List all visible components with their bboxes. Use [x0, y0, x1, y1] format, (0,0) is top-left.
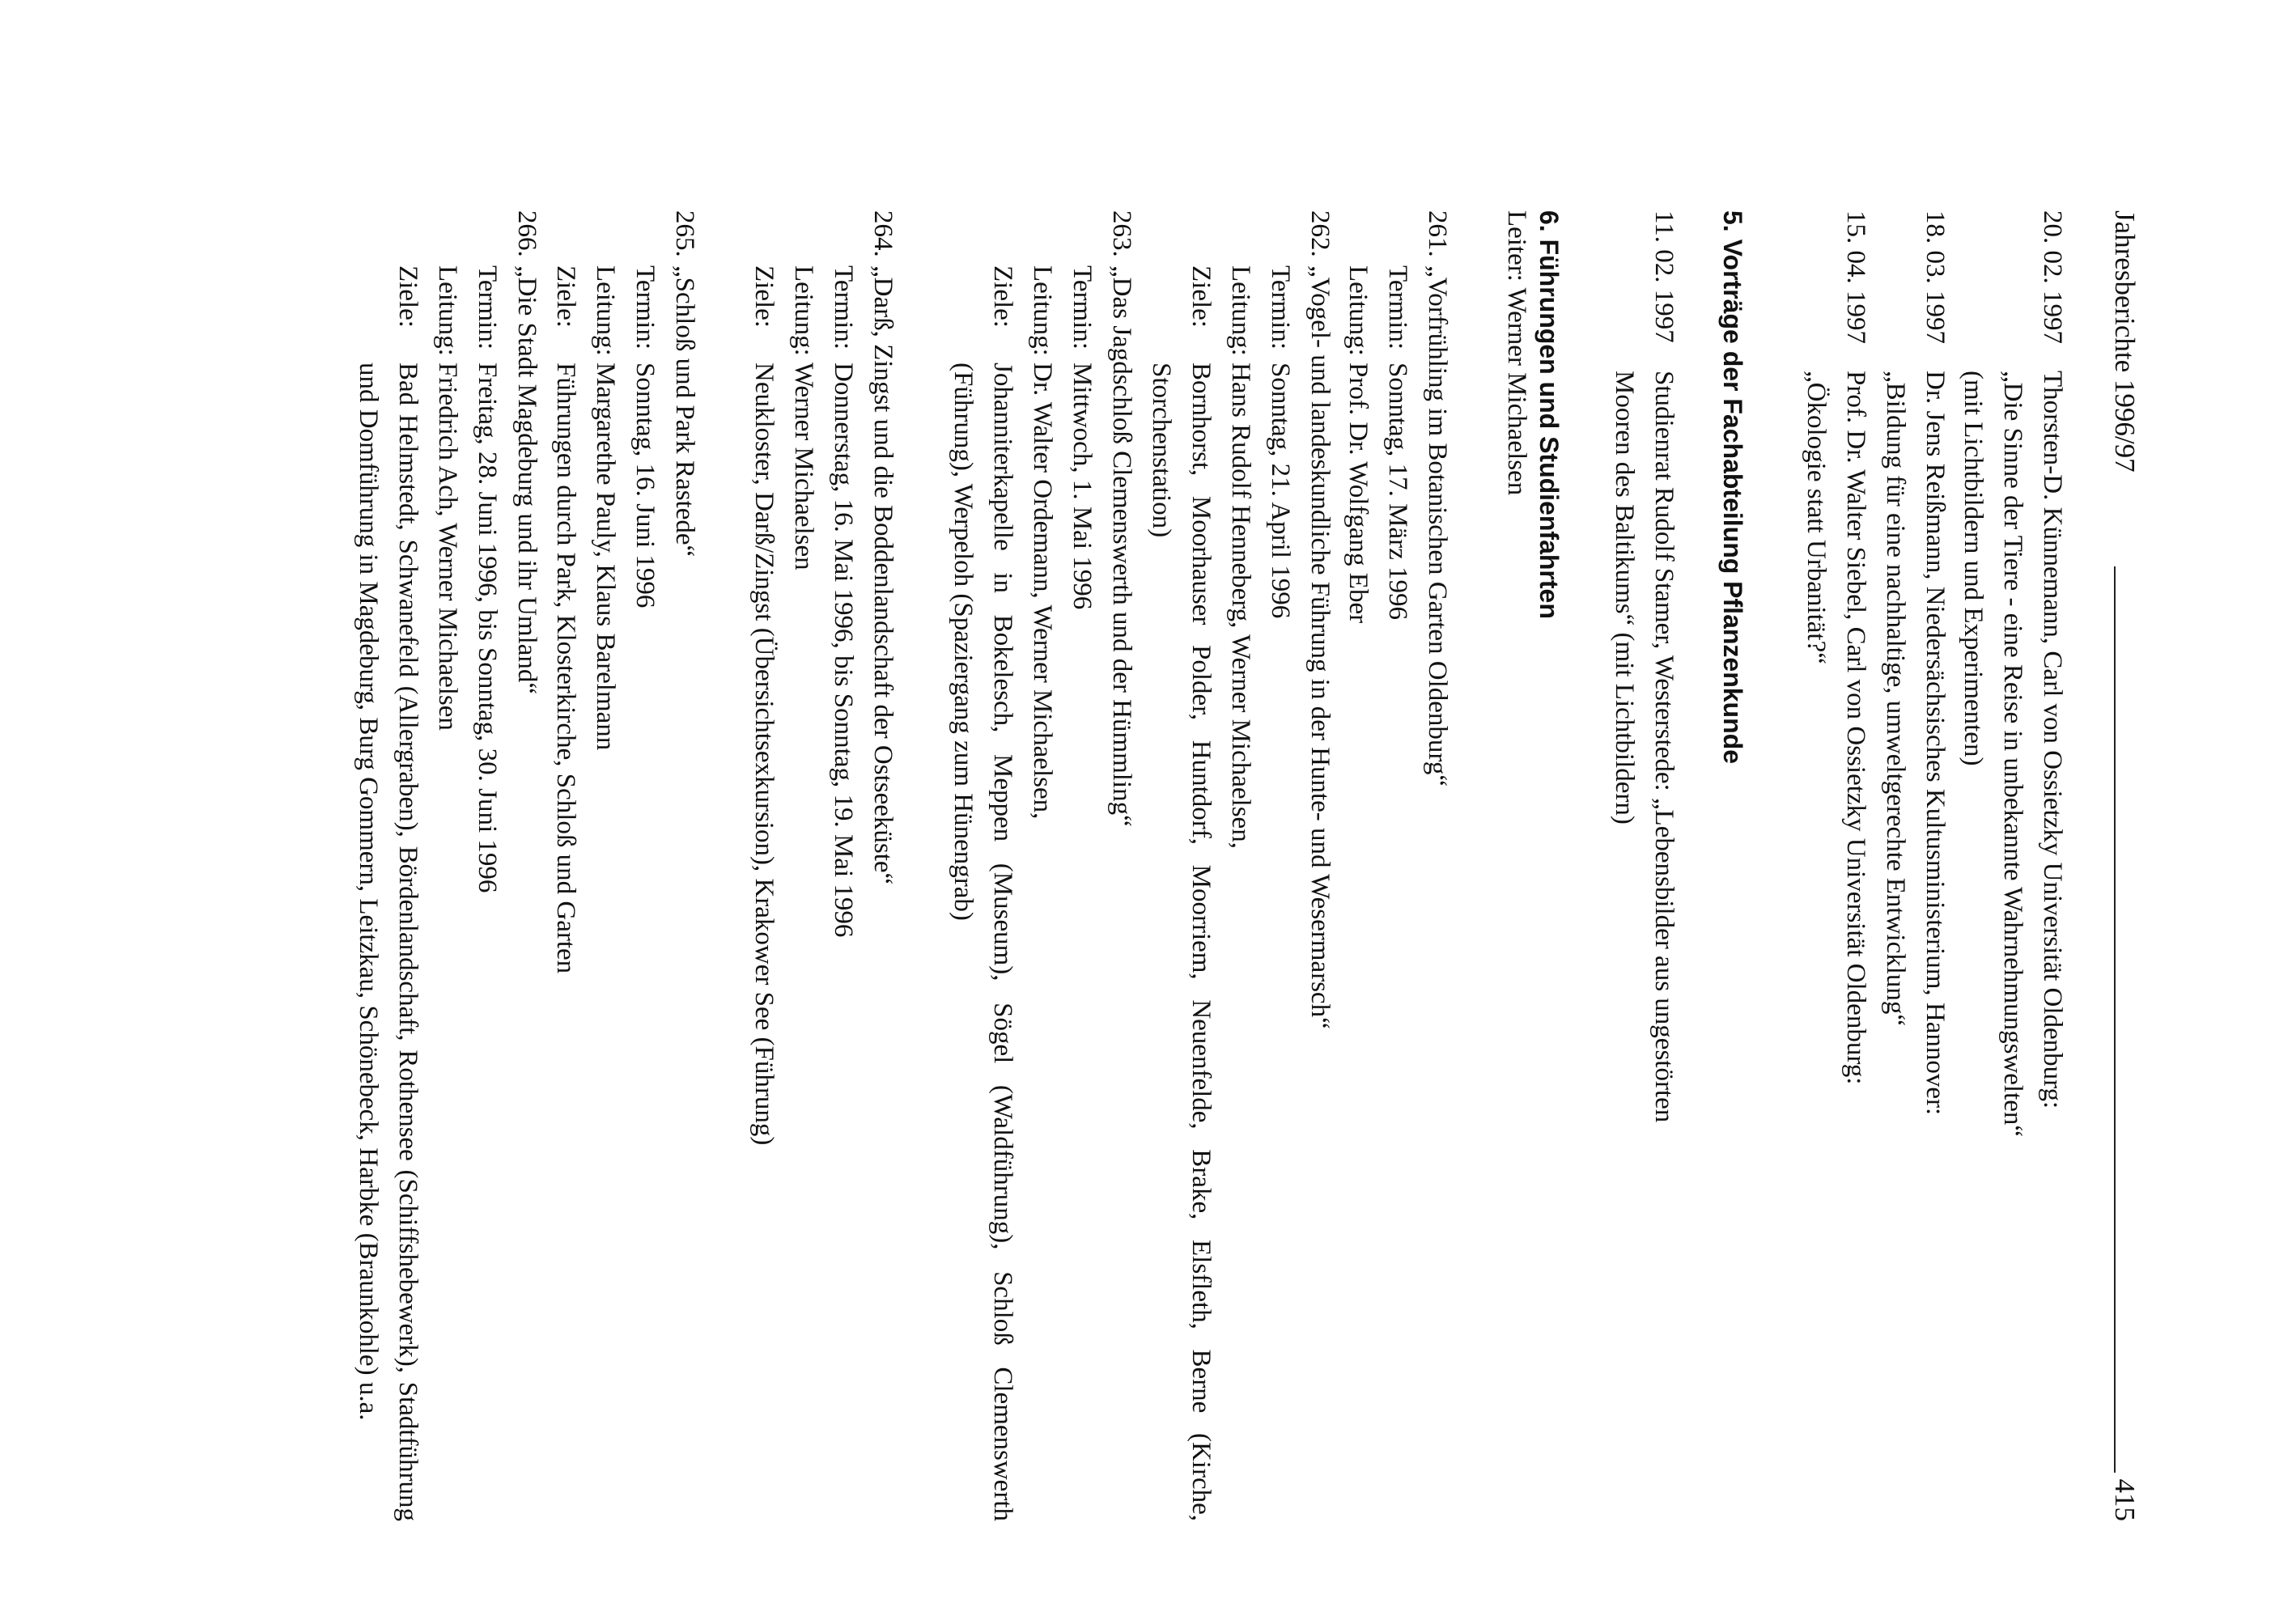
excursion-row — [1022, 265, 1062, 1521]
row-label: Ziele: — [1186, 265, 1216, 328]
row-label: Termin: — [1067, 265, 1097, 350]
running-title: Jahresberichte 1996/97 — [2109, 210, 2141, 473]
row-value: Freitag, 28. Juni 1996, bis Sonntag, 30. Juni 1996 — [473, 363, 502, 893]
excursion-number: 266. — [512, 210, 541, 257]
lecture-date: 11. 02. 1997 — [1649, 210, 1679, 343]
lecture-date: 20. 02. 1997 — [2038, 210, 2067, 344]
row-value: Bornhorst, Moorhauser Polder, Huntdorf, Moorriem, Neuenfelde, Brake, Elsfleth, Berne (Kirche, Storchenstation) — [1147, 363, 1216, 1521]
lecture-line: Dr. Jens Reißmann, Niedersächsisches Kultusministerium, Hannover: — [1921, 371, 1950, 1116]
row-label: Ziele: — [749, 265, 779, 328]
excursion-entry — [1338, 210, 1457, 1521]
row-value: Sonntag, 21. April 1996 — [1266, 363, 1295, 619]
excursion-number: 264. — [868, 210, 898, 257]
excursion-row — [545, 265, 585, 1521]
lecture-date: 18. 03. 1997 — [1921, 210, 1950, 344]
excursion-entry — [1141, 210, 1339, 1521]
lecture-line: Studienrat Rudolf Stamer, Westerstede: „Lebensbilder aus ungestörten — [1649, 371, 1679, 1123]
lecture-text — [1796, 371, 1875, 1521]
row-label: Ziele: — [988, 265, 1017, 328]
excursion-title: „Schloß und Park Rastede“ — [670, 265, 699, 558]
excursion-row — [585, 265, 625, 1521]
excursion-entry — [545, 210, 704, 1521]
row-value: Friedrich Ach, Werner Michaelsen — [433, 363, 462, 731]
excursion-number: 262. — [1305, 210, 1335, 257]
excursion-row — [744, 265, 783, 1521]
lecture-date: 15. 04. 1997 — [1841, 210, 1870, 344]
row-value: Sonntag, 17. März 1996 — [1383, 363, 1412, 621]
excursion-entry — [744, 210, 902, 1521]
row-value: Führungen durch Park, Klosterkirche, Schloß und Garten — [551, 363, 580, 974]
excursion-number: 261. — [1423, 210, 1452, 257]
row-label: Leitung: — [1028, 265, 1057, 356]
row-label: Termin: — [473, 265, 502, 350]
excursion-number: 263. — [1107, 210, 1136, 257]
excursion-title: „Das Jagdschloß Clemenswerth und der Hümmling“ — [1107, 265, 1136, 827]
row-value: Bad Helmstedt, Schwanefeld (Allergraben), Bördenlandschaft, Rothensee (Schiffshebewerk), Stadtführung und Domführung in Magdeburg, Burg Gommern, Leitzkau, Schönebeck, Harbke (Braunkohle) u.a. — [354, 363, 422, 1521]
lecture-text — [1604, 371, 1683, 1521]
row-value: Donnerstag, 16. Mai 1996, bis Sonntag, 19. Mai 1996 — [829, 363, 858, 938]
row-label: Termin: — [1383, 265, 1412, 350]
excursion-row — [1062, 265, 1101, 1521]
lecture-line: Thorsten-D. Künnemann, Carl von Ossietzky Universität Oldenburg: — [2038, 371, 2067, 1109]
lecture-entry — [1796, 210, 1875, 1521]
lecture-entry — [1604, 210, 1683, 1521]
section-heading: 5. Vorträge der Fachabteilung Pflanzenkunde — [1718, 210, 1747, 764]
excursion-entry — [943, 210, 1141, 1521]
row-label: Ziele: — [551, 265, 580, 328]
row-label: Leitung: — [789, 265, 818, 356]
row-label: Termin: — [630, 265, 660, 350]
row-label: Termin: — [829, 265, 858, 350]
lecture-line: „Die Sinne der Tiere - eine Reise in unbekannte Wahrnehmungswelten“ — [1998, 371, 2027, 1138]
rotated-document-page — [121, 210, 2145, 1521]
excursion-row — [823, 265, 863, 1521]
excursion-entry — [348, 210, 546, 1521]
row-value: Prof. Dr. Wolfgang Eber — [1343, 363, 1373, 624]
section-leader: Leiter: Werner Michaelsen — [1502, 210, 1531, 496]
lecture-text — [1875, 371, 1955, 1521]
excursion-row — [348, 265, 427, 1521]
row-label: Leitung: — [1226, 265, 1255, 356]
excursion-row — [1141, 265, 1220, 1521]
row-label: Ziele: — [393, 265, 422, 328]
lecture-entry — [1953, 210, 2072, 1521]
section-heading: 6. Führungen und Studienfahrten — [1534, 210, 1564, 619]
row-value: Mittwoch, 1. Mai 1996 — [1067, 363, 1097, 610]
row-value: Hans Rudolf Henneberg, Werner Michaelsen, — [1226, 363, 1255, 849]
excursion-number: 265. — [670, 210, 699, 257]
row-label: Termin: — [1266, 265, 1295, 350]
lecture-line: Prof. Dr. Walter Siebel, Carl von Ossietzky Universität Oldenburg: — [1841, 371, 1870, 1085]
excursion-row — [1377, 265, 1417, 1521]
excursion-title: „Vorfrühling im Botanischen Garten Oldenburg“ — [1423, 265, 1452, 787]
row-value: Johanniterkapelle in Bokelesch, Meppen (Museum), Sögel (Waldführung), Schloß Clemenswerth (Führung), Werpeloh (Spaziergang zum Hünengrab) — [949, 363, 1017, 1521]
row-value: Margarethe Pauly, Klaus Barelmann — [591, 363, 620, 751]
row-value: Werner Michaelsen — [789, 363, 818, 570]
row-value: Sonntag, 16. Juni 1996 — [630, 363, 660, 608]
excursion-title: „Die Stadt Magdeburg und ihr Umland“ — [512, 265, 541, 695]
row-label: Leitung: — [591, 265, 620, 356]
excursion-row — [427, 265, 467, 1521]
excursion-row — [1260, 265, 1300, 1521]
excursion-row — [943, 265, 1022, 1521]
page-number: 415 — [2109, 1478, 2141, 1521]
excursion-title: „Darß, Zingst und die Boddenlandschaft der Ostseeküste“ — [868, 265, 898, 885]
excursion-row — [1338, 265, 1377, 1521]
excursion-row — [783, 265, 823, 1521]
lecture-line: (mit Lichtbildern und Experimenten) — [1959, 371, 1988, 766]
excursion-title: „Vogel- und landeskundliche Führung in der Hunte- und Wesermarsch“ — [1305, 265, 1335, 1029]
lecture-line: „Bildung für eine nachhaltige, umweltgerechte Entwicklung“ — [1881, 371, 1910, 1027]
lecture-line: „Ökologie statt Urbanität?“ — [1802, 371, 1831, 664]
row-label: Leitung: — [1343, 265, 1373, 356]
lecture-text — [1953, 371, 2072, 1521]
row-value: Neukloster, Darß/Zingst (Übersichtsexkursion), Krakower See (Führung) — [749, 363, 779, 1146]
header-rule — [2114, 566, 2116, 1473]
running-header — [2096, 210, 2145, 1521]
lecture-line: Mooren des Baltikums“ (mit Lichtbildern) — [1610, 371, 1639, 825]
excursion-row — [1220, 265, 1260, 1521]
excursion-row — [467, 265, 507, 1521]
row-label: Leitung: — [433, 265, 462, 356]
row-value: Dr. Walter Ordemann, Werner Michaelsen, — [1028, 363, 1057, 820]
excursion-row — [625, 265, 664, 1521]
lecture-entry — [1875, 210, 1955, 1521]
